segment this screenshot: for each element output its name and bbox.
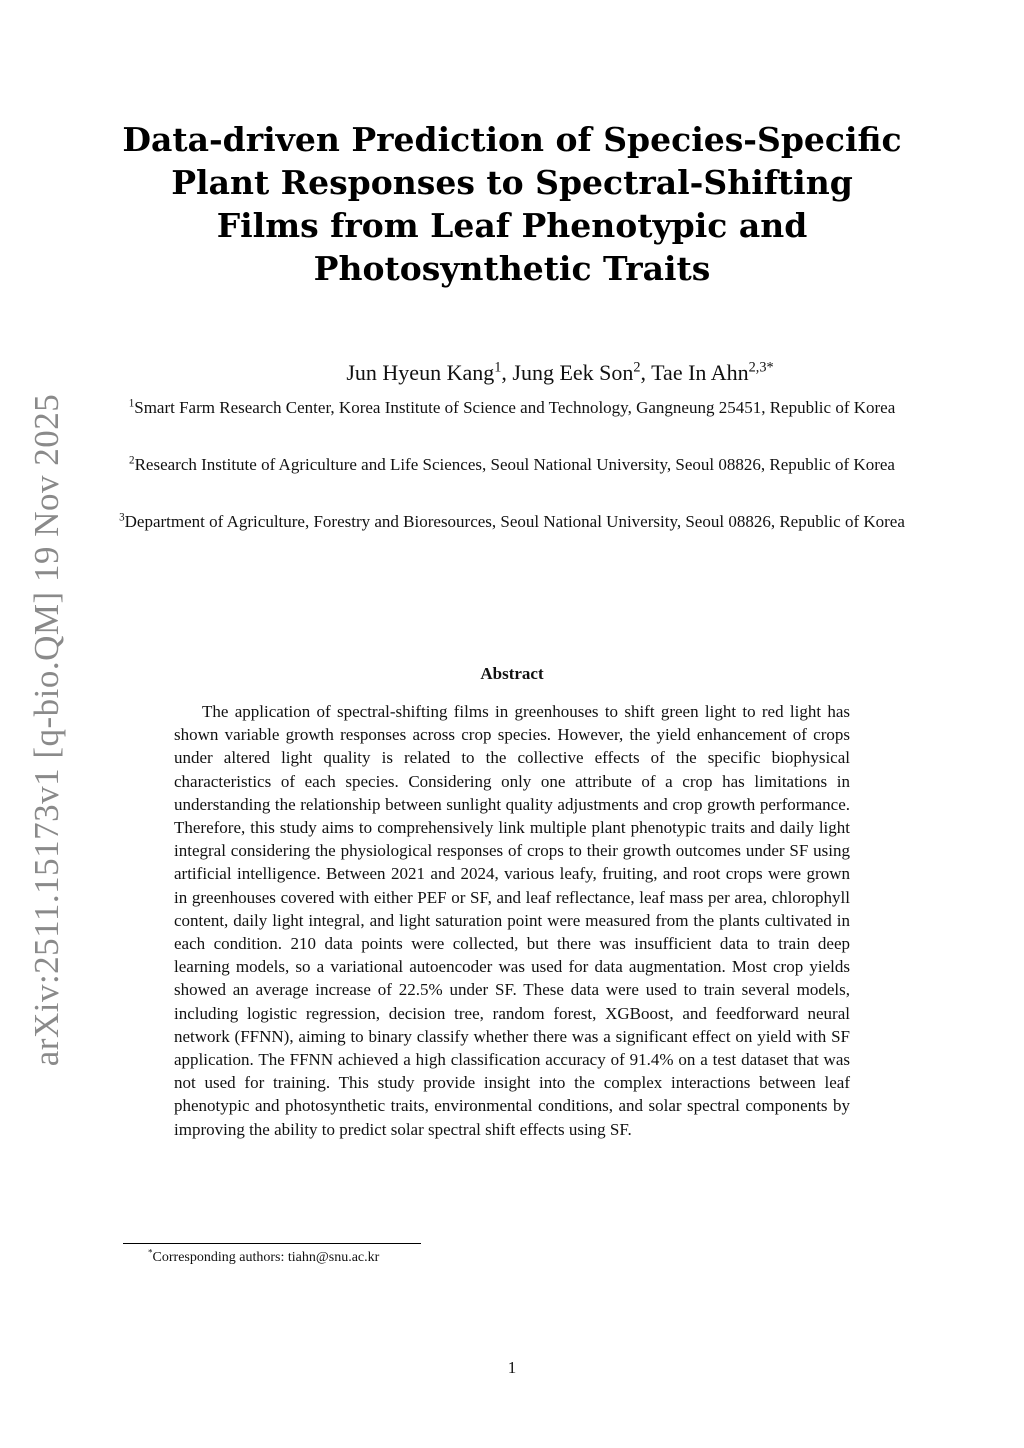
footnote-mark: * [148, 1247, 153, 1258]
abstract-body: The application of spectral-shifting films in greenhouses to shift green light to red light has shown variable growth responses across crop species. However, the yield enhancement of crops under altered light quality is related to the collective effects of the specific biophysical characteristics of each species. Considering only one attribute of a crop has limitations in understanding the relationship between sunlight quality adjustments and crop growth performance. Therefore, this study aims to comprehensively link multiple plant phenotypic traits and daily light integral considering the physiological responses of crops to their growth outcomes under SF using artificial intelligence. Between 2021 and 2024, various leafy, fruiting, and root crops were grown in greenhouses covered with either PEF or SF, and leaf reflectance, leaf mass per area, chlorophyll content, daily light integral, and light saturation point were measured from the plants cultivated in each condition. 210 data points were collected, but there was insufficient data to train deep learning models, so a variational autoencoder was used for data augmentation. Most crop yields showed an average increase of 22.5% under SF. These data were used to train several models, including logistic regression, decision tree, random forest, XGBoost, and feedforward neural network (FFNN), aiming to binary classify whether there was a significant effect on yield with SF application. The FFNN achieved a high classification accuracy of 91.4% on a test dataset that was not used for training. This study provide insight into the complex interactions between leaf phenotypic and photosynthetic traits, environmental conditions, and solar spectral components by improving the ability to predict solar spectral shift effects using SF. [174, 702, 850, 1139]
affiliation-mark: 3 [119, 511, 125, 524]
author-name: Jung Eek Son [512, 360, 634, 385]
affiliation-text: Research Institute of Agriculture and Life Sciences, Seoul National University, Seoul 08826, Republic of Korea [134, 455, 895, 474]
author-list [200, 359, 920, 387]
affiliation-mark: 2 [129, 454, 135, 467]
author-affiliation-mark: 1 [494, 359, 502, 376]
affiliation-3 [100, 508, 924, 536]
author-name: Jun Hyeun Kang [346, 360, 495, 385]
affiliation-1 [100, 394, 924, 422]
page-number: 1 [507, 1358, 517, 1377]
corresponding-author-footnote [148, 1248, 379, 1268]
author-affiliation-mark: 2 [633, 359, 641, 376]
affiliation-2 [100, 451, 924, 479]
arxiv-identifier-stamp [27, 393, 67, 1067]
footnote-divider [123, 1243, 421, 1244]
abstract-heading: Abstract [480, 664, 544, 683]
author-name: Tae In Ahn [651, 360, 749, 385]
author-separator: , [501, 360, 513, 385]
paper-title: Data-driven Prediction of Species-Specific Plant Responses to Spectral-Shifting Films from Leaf Phenotypic and Photosynthetic Traits [122, 120, 902, 288]
affiliation-text: Smart Farm Research Center, Korea Institute of Science and Technology, Gangneung 25451, Republic of Korea [134, 398, 896, 417]
affiliation-mark: 1 [128, 397, 135, 410]
affiliation-text: Department of Agriculture, Forestry and Bioresources, Seoul National University, Seoul 08826, Republic of Korea [124, 512, 905, 531]
author-affiliation-mark: 2,3* [748, 359, 774, 376]
footnote-text: Corresponding authors: tiahn@snu.ac.kr [152, 1250, 380, 1265]
arxiv-stamp-text: arXiv:2511.15173v1 [q-bio.QM] 19 Nov 2025 [27, 393, 67, 1067]
author-separator: , [640, 360, 652, 385]
